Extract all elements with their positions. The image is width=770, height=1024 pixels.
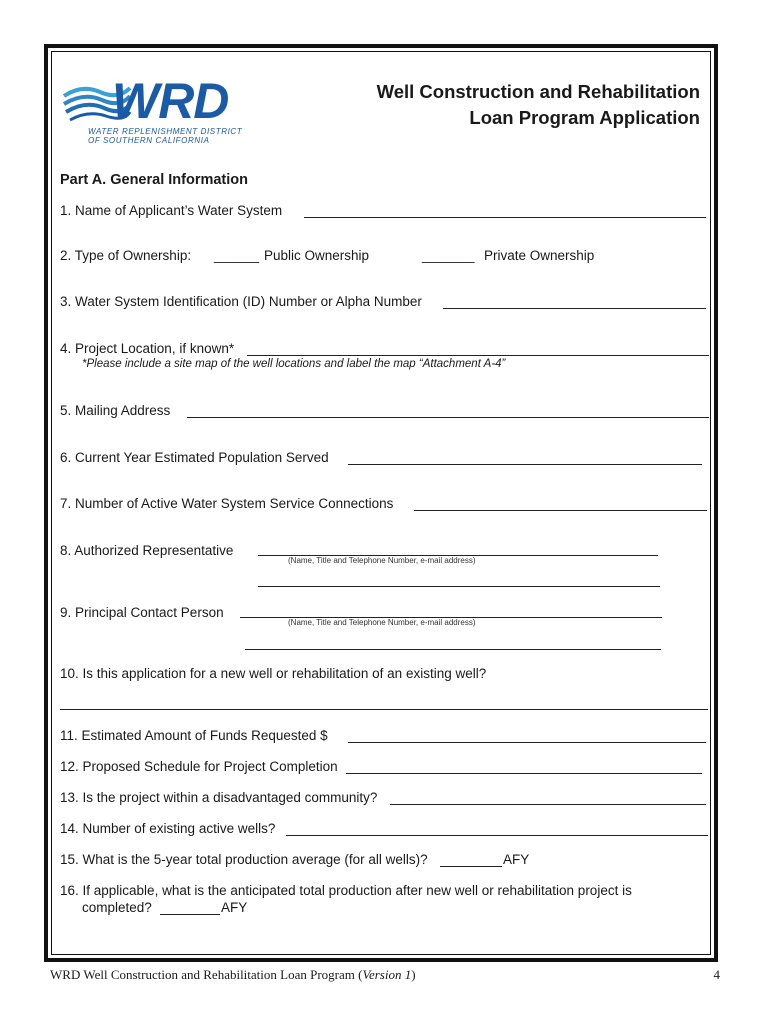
logo-wordmark: WRD <box>112 73 229 129</box>
q16-label-line2: completed? <box>82 900 152 915</box>
q15-label: 15. What is the 5-year total production average (for all wells)? <box>60 852 428 867</box>
q16-label-line1: 16. If applicable, what is the anticipated total production after new well or rehabilitation project is <box>60 883 632 898</box>
q9-hint: (Name, Title and Telephone Number, e-mail address) <box>288 618 476 627</box>
logo-subtitle-1: WATER REPLENISHMENT DISTRICT <box>88 127 243 136</box>
footer-version: Version 1 <box>362 967 412 982</box>
section-heading: Part A. General Information <box>60 172 248 188</box>
q8-label: 8. Authorized Representative <box>60 543 234 558</box>
q15-field[interactable] <box>440 866 502 867</box>
q12-field[interactable] <box>346 773 702 774</box>
footer-close: ) <box>411 967 416 982</box>
q12-label: 12. Proposed Schedule for Project Completion <box>60 759 338 774</box>
q13-field[interactable] <box>390 804 706 805</box>
q11-label: 11. Estimated Amount of Funds Requested $ <box>60 728 328 743</box>
footer-title: WRD Well Construction and Rehabilitation Loan Program ( <box>50 967 363 982</box>
page-number: 4 <box>713 967 720 982</box>
q16-field[interactable] <box>160 914 220 915</box>
page-title-line2: Loan Program Application <box>469 107 700 128</box>
q2-private-label: Private Ownership <box>484 248 595 263</box>
q14-field[interactable] <box>286 835 708 836</box>
q4-label: 4. Project Location, if known* <box>60 341 235 356</box>
q4-note: *Please include a site map of the well locations and label the map “Attachment A-4” <box>82 358 506 370</box>
q8-field-2[interactable] <box>258 586 660 587</box>
q13-label: 13. Is the project within a disadvantaged community? <box>60 790 378 805</box>
q1-label: 1. Name of Applicant’s Water System <box>60 203 283 218</box>
q3-label: 3. Water System Identification (ID) Number or Alpha Number <box>60 294 422 309</box>
q1-field[interactable] <box>304 217 706 218</box>
q16-unit: AFY <box>221 900 248 915</box>
q6-field[interactable] <box>348 464 702 465</box>
q6-label: 6. Current Year Estimated Population Served <box>60 450 329 465</box>
footer-text <box>50 967 416 983</box>
q9-label: 9. Principal Contact Person <box>60 605 224 620</box>
q10-field[interactable] <box>60 709 708 710</box>
q15-unit: AFY <box>503 852 530 867</box>
q4-field[interactable] <box>247 355 709 356</box>
logo-subtitle-2: OF SOUTHERN CALIFORNIA <box>88 136 210 145</box>
q5-field[interactable] <box>187 417 709 418</box>
q9-field-2[interactable] <box>245 649 661 650</box>
q2-private-blank[interactable]: _______ <box>422 248 475 263</box>
q2-label: 2. Type of Ownership: <box>60 248 192 263</box>
q14-label: 14. Number of existing active wells? <box>60 821 276 836</box>
q3-field[interactable] <box>443 308 706 309</box>
q10-label: 10. Is this application for a new well or rehabilitation of an existing well? <box>60 666 487 681</box>
q8-hint: (Name, Title and Telephone Number, e-mail address) <box>288 556 476 565</box>
q7-field[interactable] <box>414 510 707 511</box>
q2-public-blank[interactable]: ______ <box>214 248 260 263</box>
q2-public-label: Public Ownership <box>264 248 370 263</box>
page-title-line1: Well Construction and Rehabilitation <box>376 81 700 102</box>
q7-label: 7. Number of Active Water System Service Connections <box>60 496 394 511</box>
q11-field[interactable] <box>348 742 706 743</box>
q5-label: 5. Mailing Address <box>60 403 171 418</box>
